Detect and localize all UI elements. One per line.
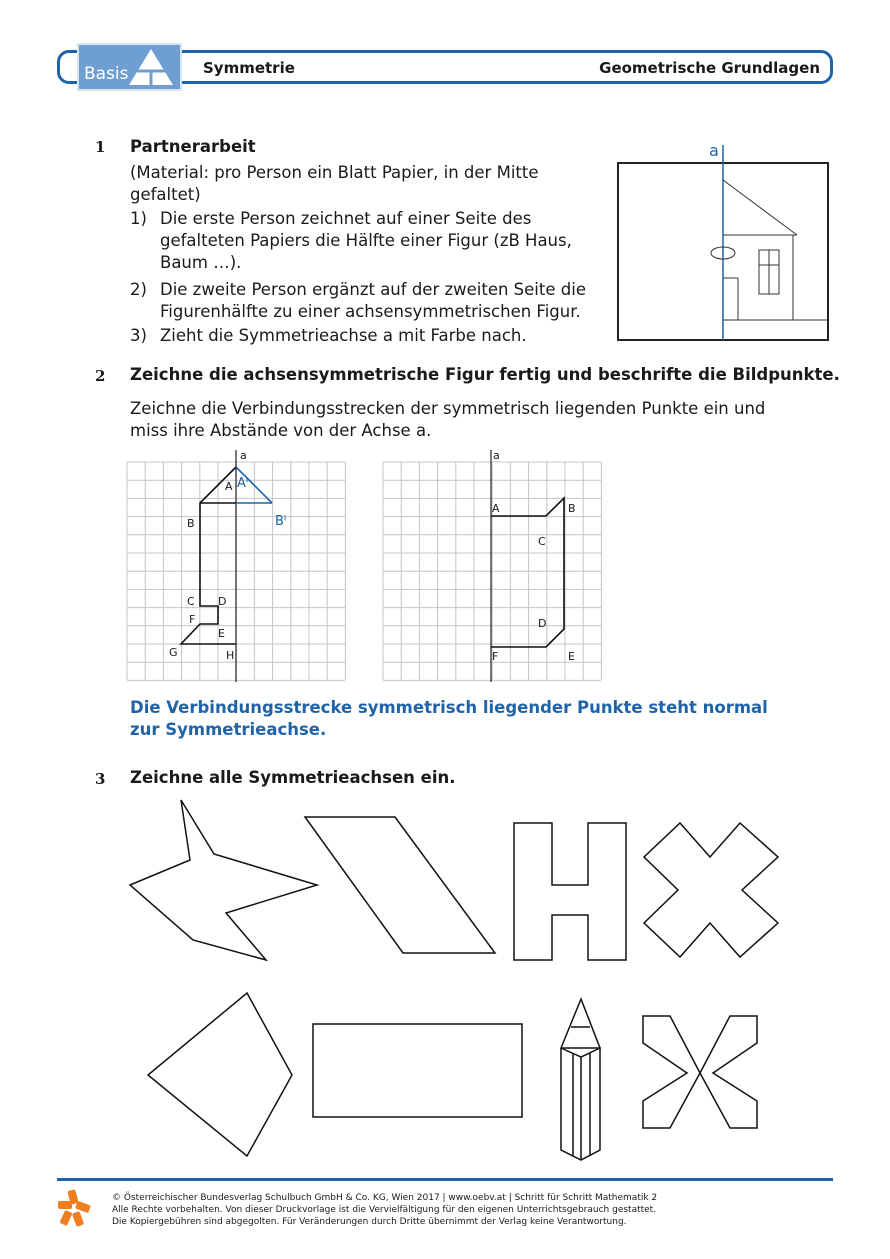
task-title: Zeichne alle Symmetrieachsen ein.	[130, 768, 456, 787]
task-title: Zeichne die achsensymmetrische Figur fertig und beschrifte die Bildpunkte.	[130, 365, 840, 384]
step-text: Die erste Person zeichnet auf einer Seite des gefalteten Papiers die Hälfte einer Figur (zB Haus, Baum …).	[160, 209, 572, 272]
point-label: F	[189, 613, 196, 626]
task-title: Partnerarbeit	[130, 137, 256, 156]
image-point-label: Aᴵ	[237, 476, 249, 491]
basis-label: Basis	[84, 64, 129, 84]
parallelogram-shape	[305, 817, 495, 953]
publisher-logo-icon	[56, 1188, 92, 1228]
footer-text	[112, 1192, 657, 1228]
folded-paper-house-figure	[610, 140, 835, 345]
point-label: D	[538, 617, 547, 630]
cross-x-shape	[644, 823, 778, 957]
six-point-star-shape	[130, 800, 317, 960]
header-chapter: Geometrische Grundlagen	[599, 59, 820, 77]
axis-label: a	[240, 449, 247, 462]
image-point-label: Bᴵ	[275, 514, 287, 529]
footer-rule	[57, 1178, 833, 1181]
point-label: A	[225, 480, 233, 493]
point-label: G	[169, 646, 178, 659]
rectangle-shape	[313, 1024, 522, 1117]
propeller-shape	[643, 1016, 757, 1128]
point-label: E	[218, 627, 225, 640]
grid-figure-2	[382, 448, 602, 684]
letter-h-shape	[514, 823, 626, 960]
point-label: F	[492, 650, 499, 663]
grid-figure-1	[126, 448, 346, 684]
pencil-shape	[561, 999, 600, 1160]
footer-line: Die Kopiergebühren sind abgegolten. Für Veränderungen durch Dritte übernimmt der Verlag keine Verantwortung.	[112, 1217, 627, 1227]
header-topic: Symmetrie	[203, 59, 295, 77]
task-instruction: Zeichne die Verbindungsstrecken der symmetrisch liegenden Punkte ein und miss ihre Abstände von der Achse a.	[130, 399, 766, 440]
kite-shape	[148, 993, 292, 1156]
step-text: Die zweite Person ergänzt auf der zweiten Seite die Figurenhälfte zu einer achsensymmetrischen Figur.	[160, 280, 586, 321]
step-number: 3)	[130, 326, 147, 345]
point-label: H	[226, 649, 235, 662]
task-number: 1	[95, 138, 106, 156]
point-label: B	[568, 502, 576, 515]
point-label: C	[538, 535, 546, 548]
point-label: B	[187, 517, 195, 530]
footer-line: © Österreichischer Bundesverlag Schulbuch GmbH & Co. KG, Wien 2017 | www.oebv.at | Schritt für Schritt Mathematik 2	[112, 1193, 658, 1203]
point-label: C	[187, 595, 195, 608]
task-material: (Material: pro Person ein Blatt Papier, in der Mitte gefaltet)	[130, 163, 539, 204]
step-number: 1)	[130, 209, 147, 228]
point-label: D	[218, 595, 227, 608]
step-number: 2)	[130, 280, 147, 299]
conclusion-text: Die Verbindungsstrecke symmetrisch liegender Punkte steht normal zur Symmetrieachse.	[130, 698, 768, 739]
step-text: Zieht die Symmetrieachse a mit Farbe nach.	[160, 326, 527, 345]
axis-label: a	[709, 141, 719, 160]
axis-label: a	[493, 449, 500, 462]
task-number: 2	[95, 367, 106, 385]
task-number: 3	[95, 770, 106, 788]
shapes-area	[120, 795, 800, 1170]
footer-line: Alle Rechte vorbehalten. Von dieser Druckvorlage ist die Vervielfältigung für den eigenen Unterrichtsgebrauch gestattet.	[112, 1205, 657, 1215]
point-label: A	[492, 502, 500, 515]
point-label: E	[568, 650, 575, 663]
